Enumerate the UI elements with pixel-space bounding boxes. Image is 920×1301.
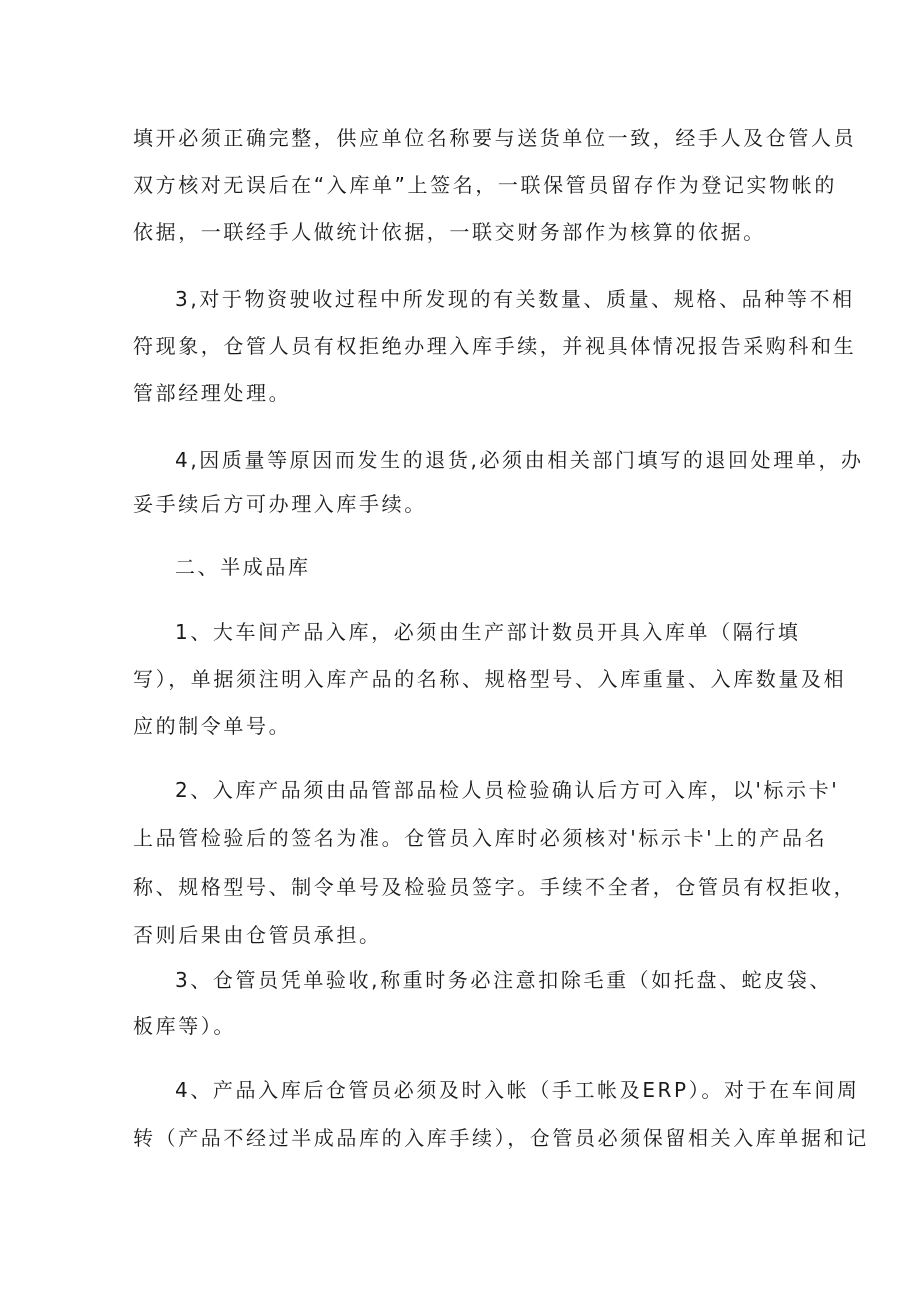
text-line: 双方核对无误后在“入库单”上签名，一联保管员留存作为登记实物帐的 (133, 173, 837, 197)
text-line: 填开必须正确完整，供应单位名称要与送货单位一致，经手人及仓管人员 (133, 126, 857, 150)
text-line: 转（产品不经过半成品库的入库手续），仓管员必须保留相关入库单据和记 (133, 1126, 869, 1150)
text-line: 上品管检验后的签名为准。仓管员入库时必须核对'标示卡'上的产品名 (133, 826, 828, 850)
text-line: 符现象，仓管人员有权拒绝办理入库手续，并视具体情况报告采购科和生 (133, 334, 857, 358)
text-line: 写），单据须注明入库产品的名称、规格型号、入库重量、入库数量及相 (133, 667, 847, 691)
section-heading: 二、半成品库 (175, 555, 311, 579)
paragraph-4-first-line: 4,因质量等原因而发生的退货,必须由相关部门填写的退回处理单，办 (175, 448, 864, 472)
text-line: 否则后果由仓管员承担。 (133, 923, 382, 947)
item-4-first-line: 4、产品入库后仓管员必须及时入帐（手工帐及ERP）。对于在车间周 (175, 1078, 860, 1102)
text-line: 妥手续后方可办理入库手续。 (133, 492, 427, 516)
item-1-first-line: 1、大车间产品入库，必须由生产部计数员开具入库单（隔行填 (175, 620, 801, 644)
text-line: 应的制令单号。 (133, 714, 292, 738)
item-3-first-line: 3、仓管员凭单验收,称重时务必注意扣除毛重（如托盘、蛇皮袋、 (175, 968, 833, 992)
text-line: 管部经理处理。 (133, 381, 292, 405)
text-line: 依据，一联经手人做统计依据，一联交财务部作为核算的依据。 (133, 220, 766, 244)
text-line: 称、规格型号、制令单号及检验员签字。手续不全者，仓管员有权拒收， (133, 875, 857, 899)
paragraph-3-first-line: 3,对于物资驶收过程中所发现的有关数量、质量、规格、品种等不相 (175, 287, 855, 311)
text-line: 板库等）。 (133, 1014, 236, 1038)
item-2-first-line: 2、入库产品须由品管部品检人员检验确认后方可入库，以'标示卡' (175, 778, 840, 802)
